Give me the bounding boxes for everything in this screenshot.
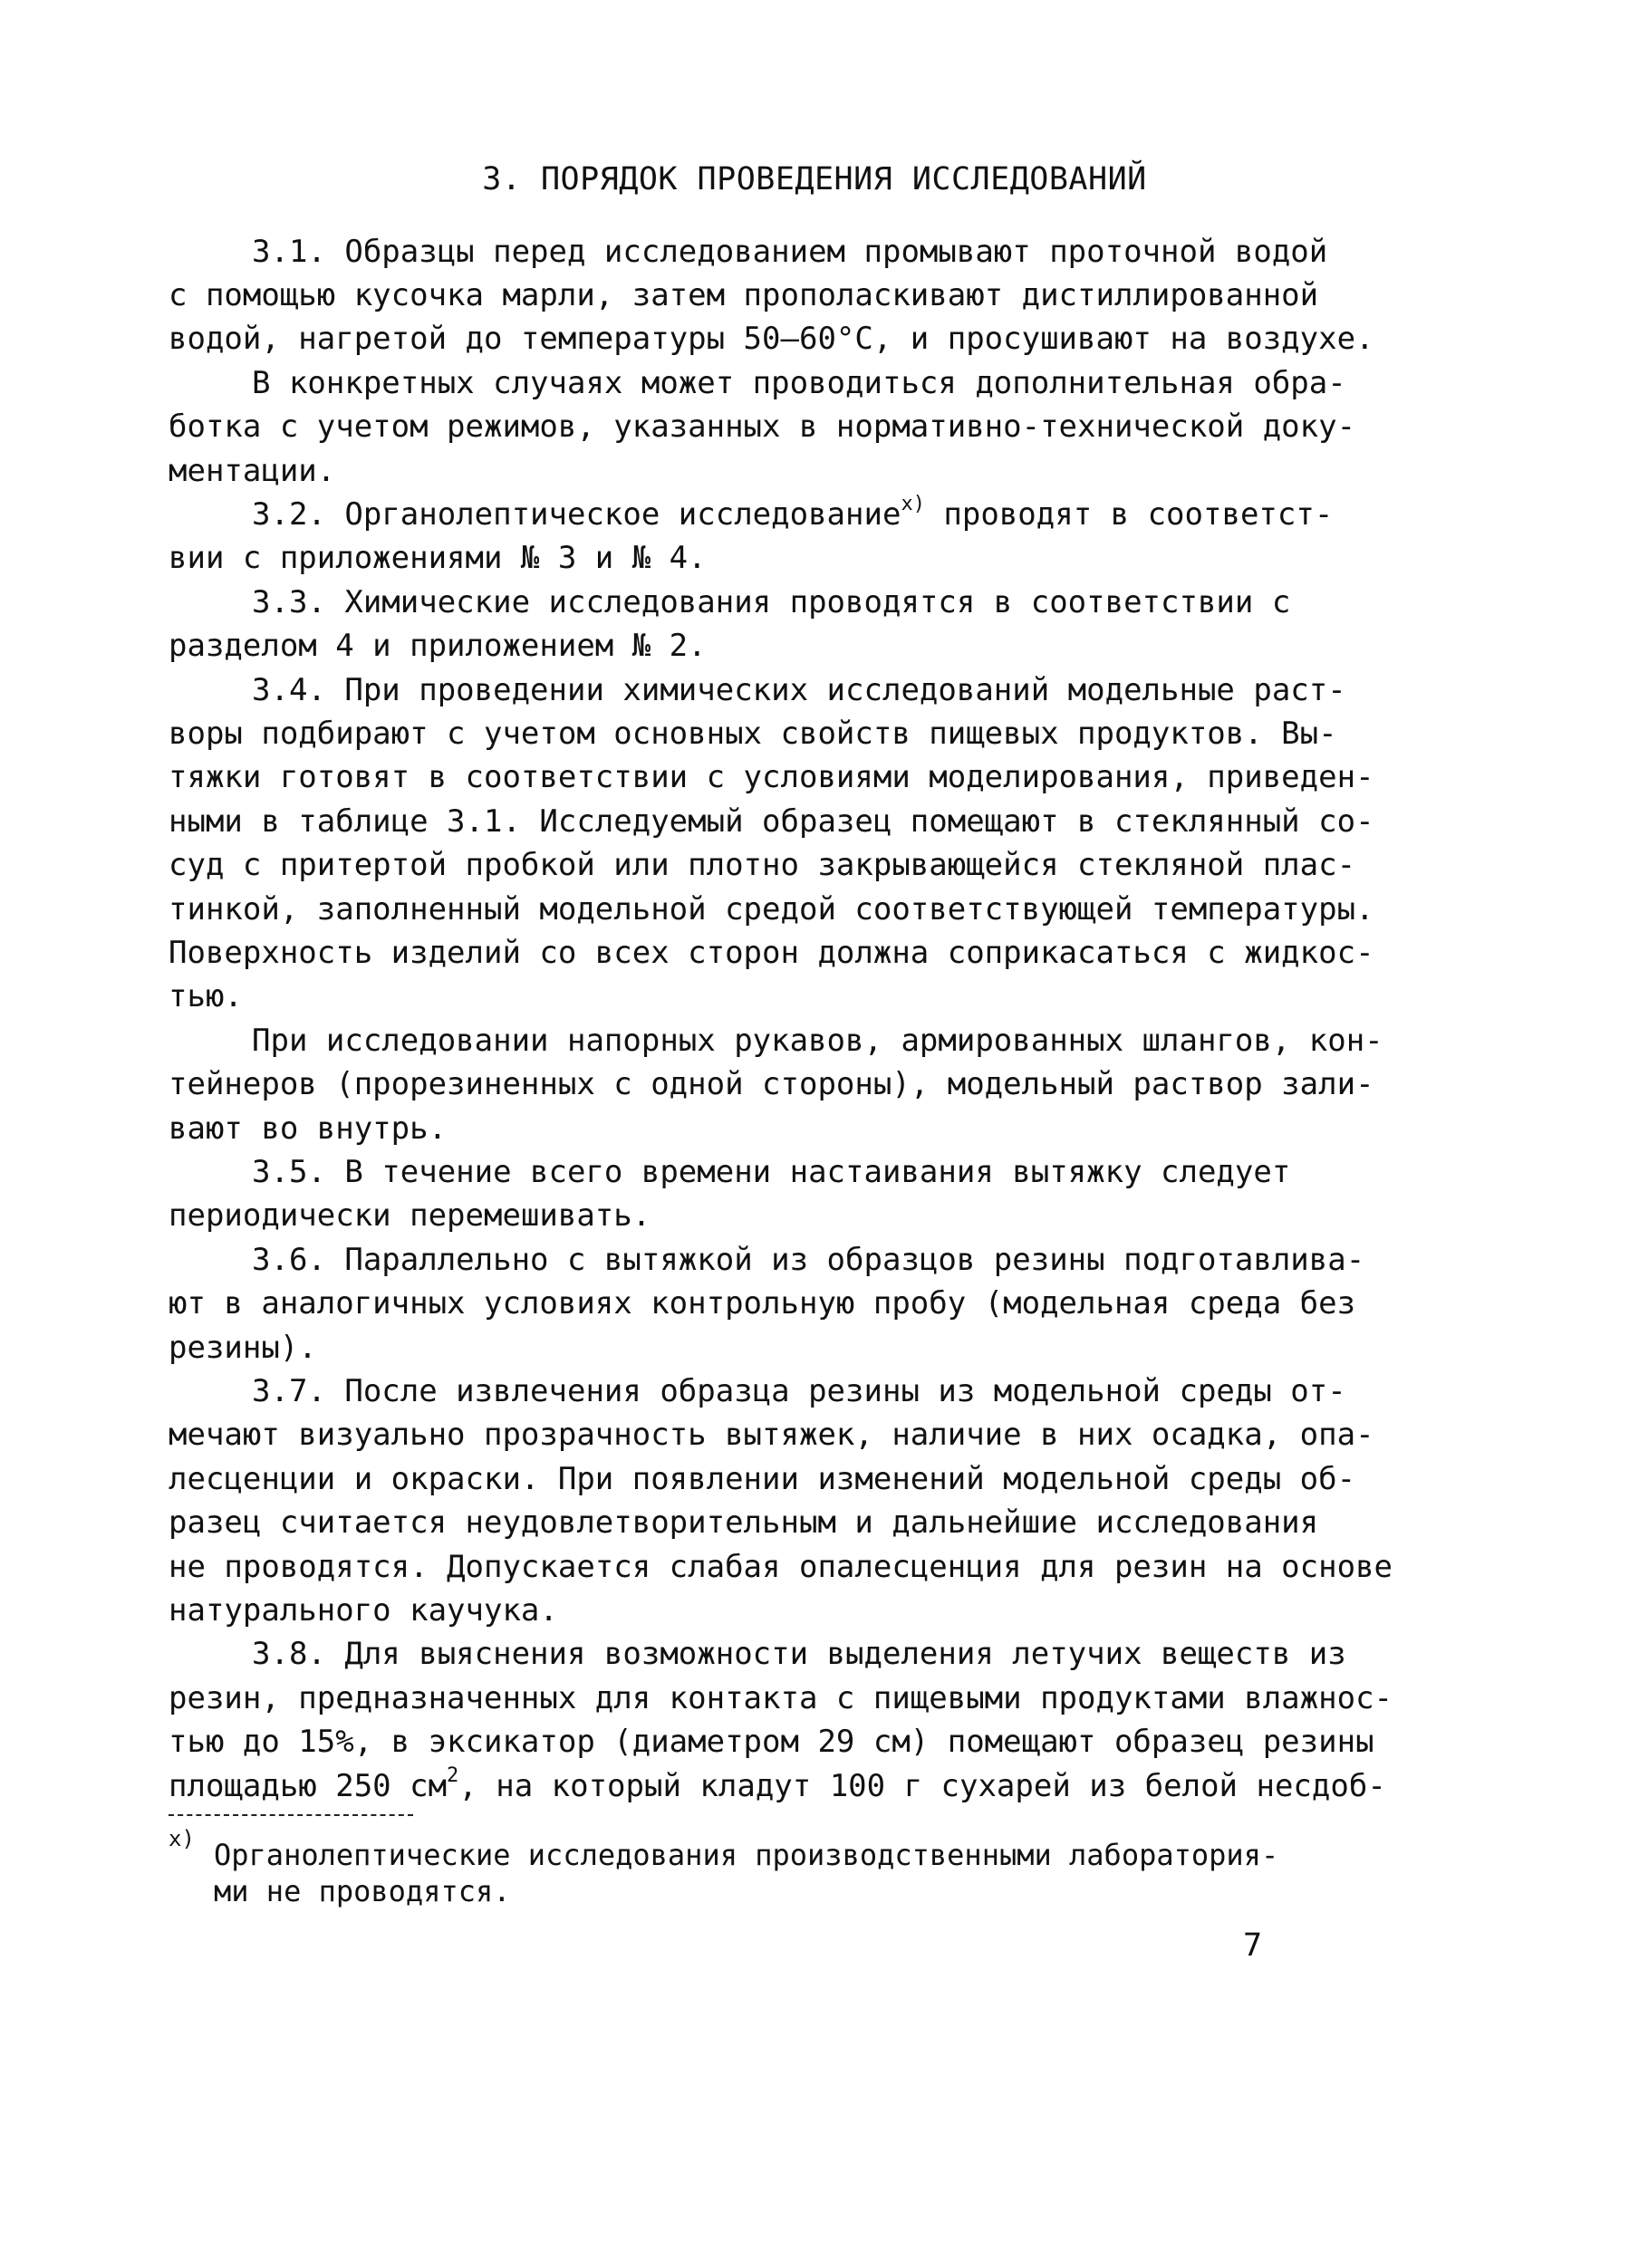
text-fragment: проводят в соответст- bbox=[924, 496, 1334, 533]
text-fragment: , на который кладут 100 г сухарей из белой несдоб- bbox=[458, 1768, 1386, 1804]
text-line: натурального каучука. bbox=[169, 1592, 558, 1629]
text-line: водой, нагретой до температуры 50–60°С, и просушивают на воздухе. bbox=[169, 321, 1374, 357]
text-line: тейнеров (прорезиненных с одной стороны), модельный раствор зали- bbox=[169, 1066, 1374, 1102]
text-line: ботка с учетом режимов, указанных в нормативно-технической доку- bbox=[169, 408, 1356, 445]
text-line: Поверхность изделий со всех сторон должна соприкасаться с жидкос- bbox=[169, 935, 1374, 971]
text-line: суд с притертой пробкой или плотно закрывающейся стекляной плас- bbox=[169, 847, 1356, 883]
text-fragment: площадью 250 см bbox=[169, 1768, 448, 1804]
text-line bbox=[169, 1764, 1386, 1809]
text-line: ментации. bbox=[169, 453, 336, 489]
footnote-reference: х) bbox=[901, 493, 925, 515]
text-line: ными в таблице 3.1. Исследуемый образец помещают в стеклянный со- bbox=[169, 803, 1374, 840]
text-line: 3.1. Образцы перед исследованием промывают проточной водой bbox=[252, 234, 1328, 270]
text-line: ют в аналогичных условиях контрольную пробу (модельная среда без bbox=[169, 1285, 1356, 1321]
text-line: 3.7. После извлечения образца резины из модельной среды от- bbox=[252, 1373, 1346, 1409]
text-line: тяжки готовят в соответствии с условиями моделирования, приведен- bbox=[169, 759, 1374, 795]
section-heading: 3. ПОРЯДОК ПРОВЕДЕНИЯ ИССЛЕДОВАНИЙ bbox=[482, 161, 1147, 197]
text-line: вают во внутрь. bbox=[169, 1110, 448, 1147]
text-line: разец считается неудовлетворительным и дальнейшие исследования bbox=[169, 1504, 1319, 1541]
text-line: с помощью кусочка марли, затем прополаскивают дистиллированной bbox=[169, 277, 1319, 313]
text-line: 3.8. Для выяснения возможности выделения летучих веществ из bbox=[252, 1636, 1346, 1672]
text-line: тью. bbox=[169, 978, 243, 1014]
text-line: тью до 15%, в эксикатор (диаметром 29 см) помещают образец резины bbox=[169, 1724, 1374, 1760]
text-line: 3.5. В течение всего времени настаивания вытяжку следует bbox=[252, 1154, 1291, 1190]
text-line: разделом 4 и приложением № 2. bbox=[169, 628, 707, 664]
text-line: лесценции и окраски. При появлении изменений модельной среды об- bbox=[169, 1461, 1356, 1497]
text-line: мечают визуально прозрачность вытяжек, наличие в них осадка, опа- bbox=[169, 1417, 1374, 1453]
footnote-text: Органолептические исследования производственными лаборатория- bbox=[214, 1838, 1279, 1872]
text-line: 3.6. Параллельно с вытяжкой из образцов резины подготавлива- bbox=[252, 1242, 1365, 1278]
text-line: 3.3. Химические исследования проводятся в соответствии с bbox=[252, 584, 1291, 620]
superscript: 2 bbox=[447, 1764, 459, 1787]
text-line bbox=[252, 493, 1334, 537]
text-line: вии с приложениями № 3 и № 4. bbox=[169, 540, 707, 576]
footnote-mark: х) bbox=[169, 1826, 195, 1851]
text-line: периодически перемешивать. bbox=[169, 1197, 651, 1234]
text-line: 3.4. При проведении химических исследований модельные раст- bbox=[252, 672, 1346, 708]
text-line: резины). bbox=[169, 1330, 317, 1366]
text-line: резин, предназначенных для контакта с пищевыми продуктами влажнос- bbox=[169, 1680, 1393, 1716]
footnote-text: ми не проводятся. bbox=[214, 1874, 511, 1908]
footnote-separator bbox=[169, 1814, 413, 1816]
text-fragment: 3.2. Органолептическое исследование bbox=[252, 496, 901, 533]
text-line: тинкой, заполненный модельной средой соответствующей температуры. bbox=[169, 891, 1374, 927]
text-line: не проводятся. Допускается слабая опалесценция для резин на основе bbox=[169, 1549, 1393, 1585]
text-line: В конкретных случаях может проводиться дополнительная обра- bbox=[252, 365, 1346, 401]
page-number: 7 bbox=[1243, 1927, 1263, 1964]
text-line: воры подбирают с учетом основных свойств пищевых продуктов. Вы- bbox=[169, 716, 1337, 752]
text-line: При исследовании напорных рукавов, армированных шлангов, кон- bbox=[252, 1023, 1383, 1059]
